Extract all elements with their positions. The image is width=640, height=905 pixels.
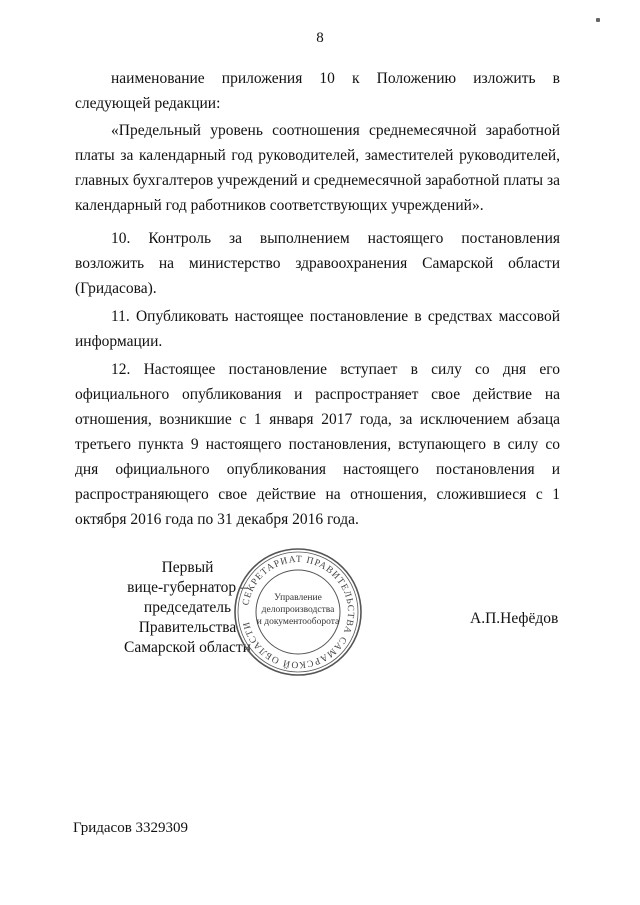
document-body (75, 66, 560, 540)
seal-inner-line: Управление (274, 593, 322, 603)
seal-inner-line: и документооборота (256, 617, 340, 627)
paragraph-item-12: 12. Настоящее постановление вступает в силу со дня его официального опубликования и распространяет свое действие на отношения, возникшие с 1 января 2017 года, за исключением абзаца третьего пункта 9 настоящего постановления, вступающего в силу со дня официального опубликования настоящего постановления и распространяющего свое действие на отношения, сложившиеся с 1 октября 2016 года по 31 декабря 2016 года. (75, 361, 560, 528)
executor-reference: Гридасов 3329309 (73, 820, 189, 836)
paragraph-quoted-title: «Предельный уровень соотношения среднемесячной заработной платы за календарный год руководителей, заместителей руководителей, главных бухгалтеров учреждений и среднемесячной заработной платы за календарный год работников соответствующих учреждений». (75, 122, 560, 214)
signer-position-line: председатель Правительства (138, 599, 237, 636)
paragraph-appendix-title: наименование приложения 10 к Положению изложить в следующей редакции: (75, 70, 560, 112)
seal-ring-textpath: СЕКРЕТАРИАТ ПРАВИТЕЛЬСТВА САМАРСКОЙ ОБЛАСТИ (241, 554, 356, 670)
signer-position-line: вице-губернатор – (127, 579, 248, 596)
paragraph-item-11: 11. Опубликовать настоящее постановление в средствах массовой информации. (75, 308, 560, 350)
seal-inner-line: делопроизводства (261, 605, 335, 615)
page-number: 8 (316, 30, 324, 46)
paragraph-item-10: 10. Контроль за выполнением настоящего постановления возложить на министерство здравоохранения Самарской области (Гридасова). (75, 230, 560, 297)
signer-position-line: Первый (161, 559, 214, 576)
official-seal (232, 546, 364, 678)
signer-name: А.П.Нефёдов (470, 610, 559, 627)
seal-inner-text (252, 592, 344, 628)
scan-artifact (596, 18, 600, 22)
signer-position-line: Самарской области (124, 639, 251, 656)
